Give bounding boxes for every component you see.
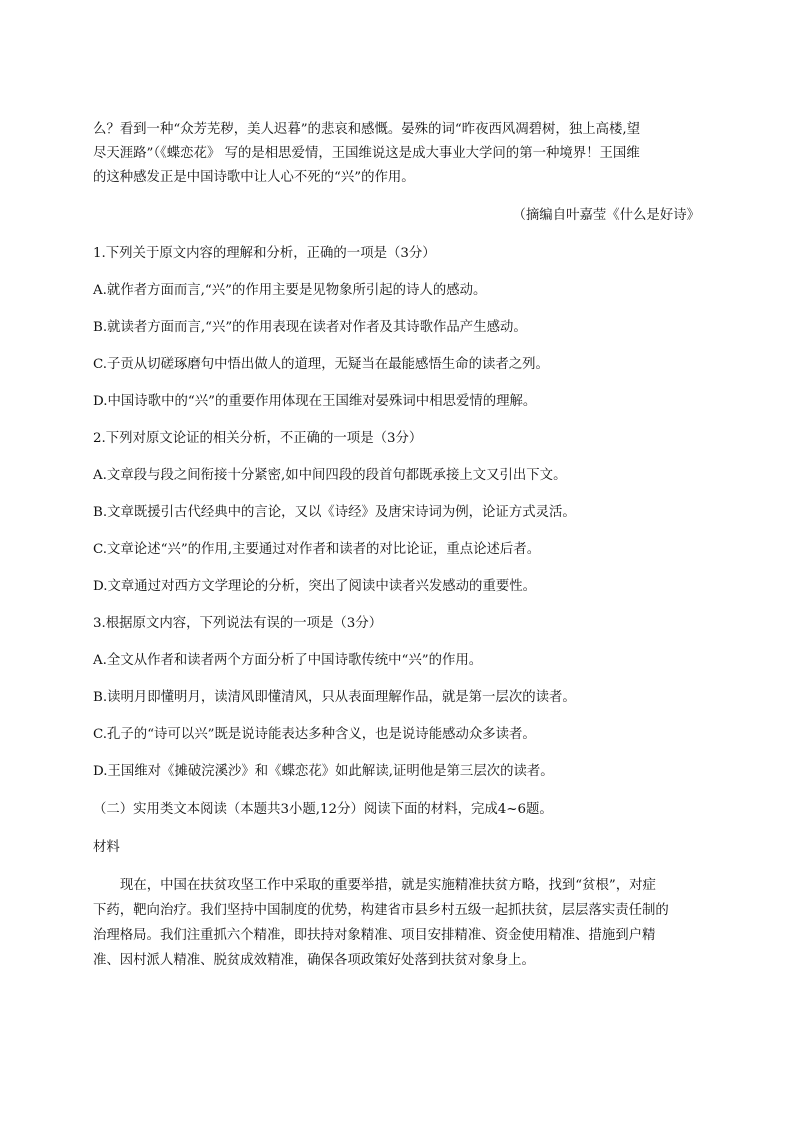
material-paragraph-line-2: 下药，靶向治疗。我们坚持中国制度的优势，构建省市县乡村五级一起抓扶贫，层层落实责任制的 bbox=[93, 903, 669, 918]
top-paragraph-line-3: 的这种感发正是中国诗歌中让人心不死的“兴”的作用。 bbox=[93, 170, 415, 185]
question-2-option-a: A.文章段与段之间衔接十分紧密,如中间四段的段首句都既承接上文又引出下文。 bbox=[93, 468, 567, 483]
question-1-option-d: D.中国诗歌中的“兴”的重要作用体现在王国维对晏殊词中相思爱情的理解。 bbox=[93, 394, 537, 409]
question-1-option-c: C.子贡从切磋琢磨句中悟出做人的道理，无疑当在最能感悟生命的读者之列。 bbox=[93, 357, 549, 372]
question-3-option-d: D.王国维对《摊破浣溪沙》和《蝶恋花》如此解读,证明他是第三层次的读者。 bbox=[93, 764, 554, 779]
question-1-stem: 1.下列关于原文内容的理解和分析，正确的一项是（3分） bbox=[93, 246, 436, 261]
question-1-option-a: A.就作者方面而言,“兴”的作用主要是见物象所引起的诗人的感动。 bbox=[93, 283, 487, 298]
question-2-option-b: B.文章既援引古代经典中的言论，又以《诗经》及唐宋诗词为例，论证方式灵活。 bbox=[93, 505, 576, 520]
question-2-option-d: D.文章通过对西方文学理论的分析，突出了阅读中读者兴发感动的重要性。 bbox=[93, 579, 537, 594]
material-paragraph-line-1: 现在，中国在扶贫攻坚工作中采取的重要举措，就是实施精准扶贫方略，找到“贫根”，对症 bbox=[120, 878, 656, 893]
question-3-stem: 3.根据原文内容，下列说法有误的一项是（3分） bbox=[93, 616, 383, 631]
material-label: 材料 bbox=[93, 840, 120, 855]
question-3-option-a: A.全文从作者和读者两个方面分析了中国诗歌传统中“兴”的作用。 bbox=[93, 653, 483, 668]
top-paragraph-line-2: 尽天涯路”（《蝶恋花》 写的是相思爱情，王国维说这是成大事业大学问的第一种境界！王国维 bbox=[93, 146, 640, 161]
question-3-option-b: B.读明月即懂明月，读清风即懂清风，只从表面理解作品，就是第一层次的读者。 bbox=[93, 690, 576, 705]
question-2-stem: 2.下列对原文论证的相关分析，不正确的一项是（3分） bbox=[93, 431, 423, 446]
question-2-option-c: C.文章论述“兴”的作用,主要通过对作者和读者的对比论证，重点论述后者。 bbox=[93, 542, 541, 557]
source-attribution: （摘编自叶嘉莹《什么是好诗》 bbox=[512, 208, 700, 223]
material-paragraph-line-3: 治理格局。我们注重抓六个精准，即扶持对象精准、项目安排精准、资金使用精准、措施到户精 bbox=[93, 928, 656, 943]
question-1-option-b: B.就读者方面而言,“兴”的作用表现在读者对作者及其诗歌作品产生感动。 bbox=[93, 320, 527, 335]
section-heading: （二）实用类文本阅读（本题共3小题,12分）阅读下面的材料，完成4~6题。 bbox=[93, 802, 553, 817]
material-paragraph-line-4: 准、因村派人精准、脱贫成效精准，确保各项政策好处落到扶贫对象身上。 bbox=[93, 953, 535, 968]
top-paragraph-line-1: 么？看到一种“众芳芜秽，美人迟暮”的悲哀和感慨。晏殊的词“昨夜西风凋碧树，独上高楼,望 bbox=[93, 122, 641, 137]
question-3-option-c: C.孔子的“诗可以兴”既是说诗能表达多种含义，也是说诗能感动众多读者。 bbox=[93, 727, 536, 742]
